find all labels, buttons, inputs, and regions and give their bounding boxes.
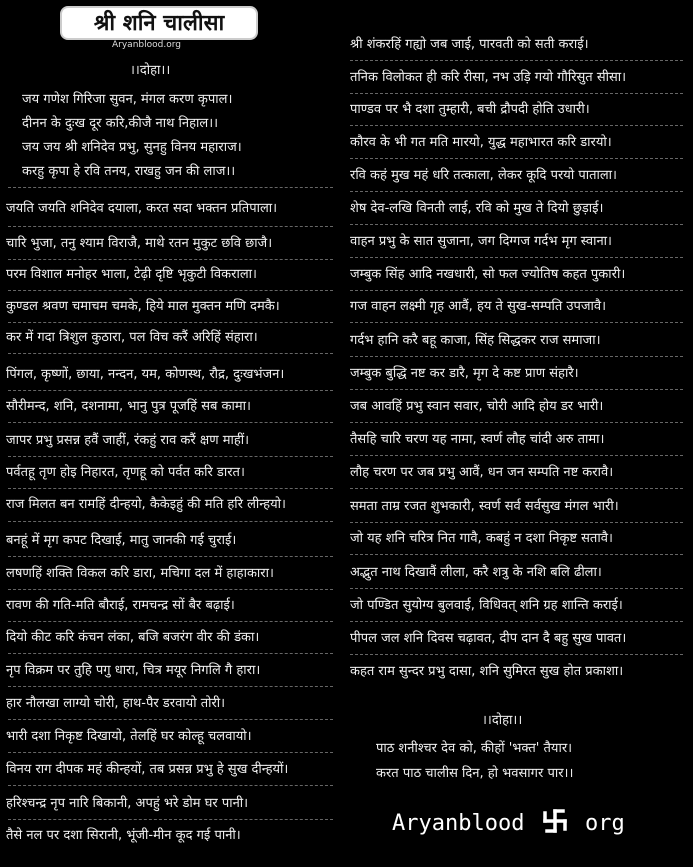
verse-line: जयति जयति शनिदेव दयाला, करत सदा भक्तन प्रतिपाला। (6, 201, 278, 216)
verse-line: श्री शंकरहिं गह्यो जब जाई, पारवती को सती कराई। (350, 37, 589, 52)
divider (350, 488, 683, 489)
verse-line: हार नौलखा लाग्यो चोरी, हाथ-पैर डरवायो तोरी। (6, 696, 226, 711)
verse-line: वाहन प्रभु के सात सुजाना, जग दिग्गज गर्दभ मृग स्वाना। (350, 234, 612, 249)
divider (350, 290, 683, 291)
divider (8, 752, 333, 753)
verse-line: पिंगल, कृष्णों, छाया, नन्दन, यम, कोणस्थ, रौद्र, दुःखभंजन। (6, 367, 285, 382)
divider (350, 224, 683, 225)
footer-site-name: Aryanblood (392, 811, 525, 836)
verse-line: शेष देव-लखि विनती लाई, रवि को मुख ते दियो छुड़ाई। (350, 201, 604, 216)
verse-line: कर में गदा त्रिशुल कुठारा, पल विच करैं अरिहिं संहारा। (6, 330, 258, 345)
swastika-icon (542, 808, 568, 840)
verse-line: विनय राग दीपक महं कीन्हयों, तब प्रसन्न प्रभु हे सुख दीन्हयों। (6, 762, 289, 777)
verse-line: हरिश्चन्द्र नृप नारि बिकानी, अपहुं भरे डोम घर पानी। (6, 796, 249, 811)
doha-heading: ।।दोहा।। (482, 713, 523, 728)
divider (350, 60, 683, 61)
verse-line: चारि भुजा, तनु श्याम विराजै, माथे रतन मुकुट छवि छाजै। (6, 236, 273, 251)
divider (8, 686, 333, 687)
title-box (60, 6, 258, 40)
doha-line: पाठ शनीश्चर देव को, कीहों 'भक्त' तैयार। (376, 741, 573, 756)
divider (8, 390, 333, 391)
divider (350, 158, 683, 159)
verse-line: गज वाहन लक्ष्मी गृह आवैं, हय ते सुख-सम्पति उपजावै। (350, 299, 607, 314)
verse-line: लषणहिं शक्ति विकल करि डारा, मचिगा दल में हाहाकारा। (6, 566, 274, 581)
divider (350, 93, 683, 94)
footer-logo (392, 808, 625, 840)
verse-line: अद्भुत नाथ दिखावैं लीला, करै शत्रु के नशि बलि ढीला। (350, 565, 602, 580)
doha-line: करहु कृपा हे रवि तनय, राखहु जन की लाज।। (22, 164, 236, 179)
verse-line: पीपल जल शनि दिवस चढ़ावत, दीप दान दै बहु सुख पावत। (350, 631, 627, 646)
verse-line: जो यह शनि चरित्र नित गावै, कबहुं न दशा निकृष्ट सतावै। (350, 531, 613, 546)
verse-line: कुण्डल श्रवण चमाचम चमके, हिये माल मुक्तन मणि दमकै। (6, 299, 280, 314)
divider (8, 226, 333, 227)
verse-line: गर्दभ हानि करै बहू काजा, सिंह सिद्धकर राज समाजा। (350, 333, 601, 348)
verse-line: पर्वतहू तृण होइ निहारत, तृणहू को पर्वत करि डारत। (6, 465, 245, 480)
divider (8, 521, 333, 522)
verse-line: भारी दशा निकृष्ट दिखायो, तेलहिं घर कोल्हू चलवायो। (6, 729, 252, 744)
doha-line: दीनन के दुःख दूर करि,कीजै नाथ निहाल।। (22, 116, 219, 131)
divider (8, 488, 333, 489)
verse-line: जो पण्डित सुयोग्य बुलवाई, विधिवत् शनि ग्रह शान्ति कराई। (350, 598, 623, 613)
divider (8, 322, 333, 323)
verse-line: पाण्डव पर भै दशा तुम्हारी, बची द्रौपदी होति उधारी। (350, 102, 590, 117)
divider (8, 456, 333, 457)
verse-line: तनिक विलोकत ही करि रीसा, नभ उड़ि गयो गौरिसुत सीसा। (350, 70, 627, 85)
verse-line: रवि कहं मुख महं धरि तत्काला, लेकर कूदि परयो पाताला। (350, 168, 617, 183)
divider (350, 588, 683, 589)
verse-line: बनहूं में मृग कपट दिखाई, मातु जानकी गई चुराई। (6, 533, 237, 548)
verse-line: समता ताम्र रजत शुभकारी, स्वर्ण सर्व सर्वसुख मंगल भारी। (350, 499, 619, 514)
verse-line: कहत राम सुन्दर प्रभु दासा, शनि सुमिरत सुख होत प्रकाशा। (350, 664, 624, 679)
verse-line: राज मिलत बन रामहिं दीन्हयो, कैकेइहुं की मति हरि लीन्हयो। (6, 497, 286, 512)
verse-line: जम्बुक बुद्धि नष्ट कर डारै, मृग दे कष्ट प्राण संहारै। (350, 366, 579, 381)
divider (350, 322, 683, 323)
divider (350, 389, 683, 390)
divider (8, 422, 333, 423)
divider (350, 422, 683, 423)
divider (8, 653, 333, 654)
doha-line: जय गणेश गिरिजा सुवन, मंगल करण कृपाल। (22, 92, 233, 107)
divider (350, 257, 683, 258)
divider (8, 621, 333, 622)
verse-line: सौरीमन्द, शनि, दशनामा, भानु पुत्र पूजहिं सब कामा। (6, 399, 251, 414)
divider (350, 191, 683, 192)
doha-heading: ।।दोहा।। (130, 63, 171, 78)
divider (8, 556, 333, 557)
verse-line: नृप विक्रम पर तुहि पगु धारा, चित्र मयूर निगलि गै हारा। (6, 663, 261, 678)
divider (8, 589, 333, 590)
divider (350, 554, 683, 555)
divider (350, 654, 683, 655)
verse-line: कौरव के भी गत मति मारयो, युद्ध महाभारत करि डारयो। (350, 135, 612, 150)
verse-line: तैसहि चारि चरण यह नामा, स्वर्ण लौह चांदी अरु तामा। (350, 432, 605, 447)
divider (8, 785, 333, 786)
divider (350, 455, 683, 456)
verse-line: परम विशाल मनोहर भाला, टेढ़ी दृष्टि भृकुटी विकराला। (6, 267, 257, 282)
divider (8, 259, 333, 260)
verse-line: तैसे नल पर दशा सिरानी, भूंजी-मीन कूद गई पानी। (6, 828, 241, 843)
verse-line: रावण की गति-मति बौराई, रामचन्द्र सों बैर बढ़ाई। (6, 598, 235, 613)
divider (8, 353, 333, 354)
verse-line: दियो कीट करि कंचन लंका, बजि बजरंग वीर की डंका। (6, 630, 260, 645)
verse-line: लौह चरण पर जब प्रभु आवैं, धन जन सम्पति नष्ट करावै। (350, 465, 614, 480)
footer-site-tld: org (584, 811, 625, 836)
verse-line: जम्बुक सिंह आदि नखधारी, सो फल ज्योतिष कहत पुकारी। (350, 267, 626, 282)
divider (350, 125, 683, 126)
divider (350, 621, 683, 622)
divider (8, 819, 333, 820)
page-title: श्री शनि चालीसा (93, 11, 225, 36)
divider (8, 290, 333, 291)
divider (8, 719, 333, 720)
doha-line: जय जय श्री शनिदेव प्रभु, सुनहु विनय महाराज। (22, 140, 242, 155)
site-watermark: Aryanblood.org (112, 40, 181, 50)
verse-line: जब आवहिं प्रभु स्वान सवार, चोरी आदि होय डर भारी। (350, 399, 604, 414)
divider (350, 356, 683, 357)
verse-line: जापर प्रभु प्रसन्न हवैं जाहीं, रंकहुं राव करैं क्षण माहीं। (6, 433, 250, 448)
divider (8, 187, 333, 188)
doha-line: करत पाठ चालीस दिन, हो भवसागर पार।। (376, 766, 574, 781)
divider (350, 522, 683, 523)
